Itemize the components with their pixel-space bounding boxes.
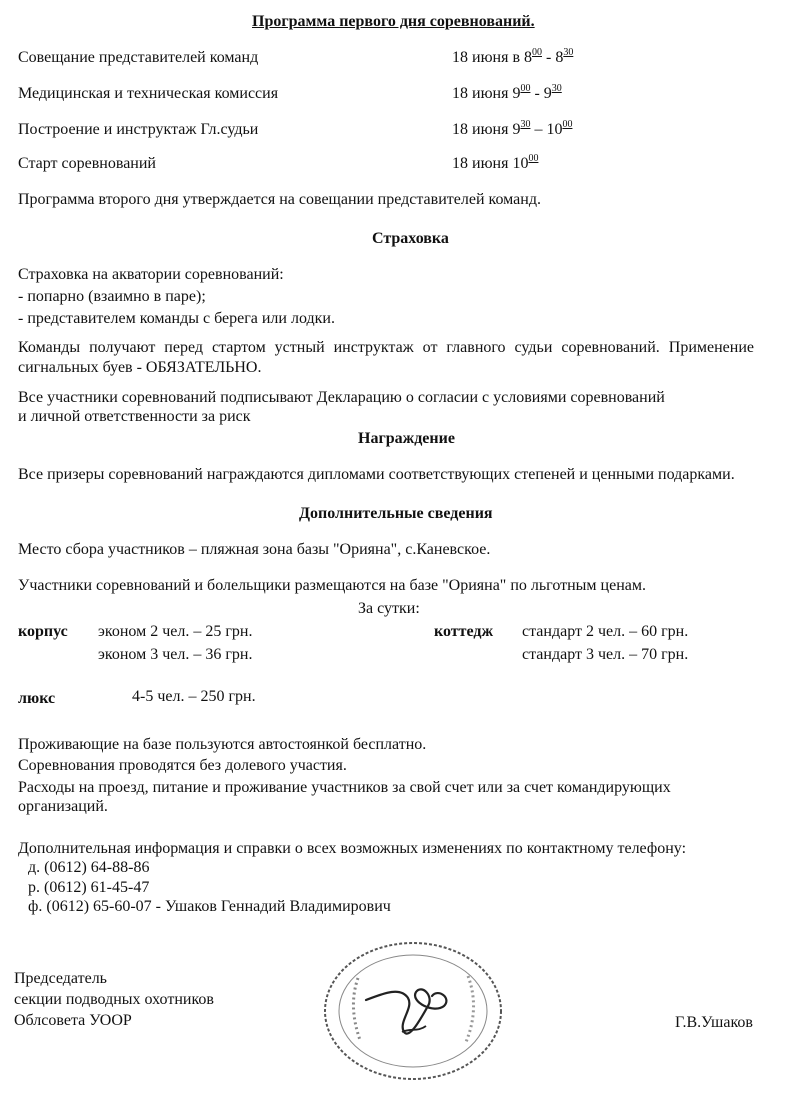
awards-text: Все призеры соревнований награждаются дипломами соответствующих степеней и ценными подарками. — [18, 466, 735, 483]
schedule-time-2: 18 июня $9^{00} - 9^{30}$ — [452, 82, 562, 102]
schedule-event-1: Совещание представителей команд — [18, 49, 259, 66]
cottage-label: коттедж — [434, 623, 494, 640]
no-fee-note: Соревнования проводятся без долевого участия. — [18, 757, 347, 774]
awards-heading: Награждение — [358, 430, 455, 447]
meeting-place: Место сбора участников – пляжная зона базы "Орияна", с.Каневское. — [18, 541, 491, 558]
schedule-time-3: 18 июня $9^{30} - 10^{00}$ — [452, 118, 573, 138]
contacts-intro: Дополнительная информация и справки о всех возможных изменениях по контактному телефону: — [18, 840, 687, 857]
price-row: эконом 2 чел. – 25 грн. — [98, 623, 253, 640]
signatory-title-line: Облсовета УООР — [14, 1012, 132, 1029]
official-seal — [318, 936, 508, 1086]
insurance-heading: Страховка — [372, 230, 449, 247]
schedule-event-2: Медицинская и техническая комиссия — [18, 85, 279, 102]
declaration-line-2: и личной ответственности за риск — [18, 408, 251, 425]
schedule-event-3: Построение и инструктаж Гл.судьи — [18, 121, 259, 138]
insurance-item: - попарно (взаимно в паре); — [18, 288, 206, 305]
additional-heading: Дополнительные сведения — [299, 505, 493, 522]
lux-label: люкс — [18, 690, 56, 707]
insurance-briefing: Команды получают перед стартом устный инструктаж от главного судьи соревнований. Применение сигнальных буев - ОБЯЗАТЕЛЬНО. — [18, 339, 754, 376]
expenses-line-1: Расходы на проезд, питание и проживание участников за свой счет или за счет командирующих — [18, 779, 671, 796]
signatory-name: Г.В.Ушаков — [675, 1014, 753, 1031]
second-day-note: Программа второго дня утверждается на совещании представителей команд. — [18, 191, 541, 208]
price-row: эконом 3 чел. – 36 грн. — [98, 646, 253, 663]
insurance-intro: Страховка на акватории соревнований: — [18, 266, 284, 283]
signatory-title-line: секции подводных охотников — [14, 991, 214, 1008]
schedule-event-4: Старт соревнований — [18, 155, 156, 172]
per-day-label: За сутки: — [358, 600, 420, 617]
phone-fax: ф. (0612) 65-60-07 - Ушаков Геннадий Владимирович — [28, 898, 391, 915]
accommodation-note: Участники соревнований и болельщики размещаются на базе "Орияна" по льготным ценам. — [18, 577, 647, 594]
parking-note: Проживающие на базе пользуются автостоянкой бесплатно. — [18, 736, 427, 753]
price-row: стандарт 2 чел. – 60 грн. — [522, 623, 689, 640]
phone-work: р. (0612) 61-45-47 — [28, 879, 150, 896]
schedule-time-4: 18 июня $10^{00}$ — [452, 152, 539, 172]
expenses-line-2: организаций. — [18, 798, 108, 815]
insurance-item: - представителем команды с берега или лодки. — [18, 310, 335, 327]
handwritten-signature — [366, 989, 446, 1033]
korpus-label: корпус — [18, 623, 68, 640]
schedule-time-1: 18 июня в $8^{00} - 8^{30}$ — [452, 46, 574, 66]
price-row: стандарт 3 чел. – 70 грн. — [522, 646, 689, 663]
signatory-title-line: Председатель — [14, 970, 107, 987]
declaration-line-1: Все участники соревнований подписывают Декларацию о согласии с условиями соревнований — [18, 389, 665, 406]
page-title: Программа первого дня соревнований. — [252, 13, 535, 30]
phone-home: д. (0612) 64-88-86 — [28, 859, 150, 876]
price-row: 4-5 чел. – 250 грн. — [132, 688, 256, 705]
